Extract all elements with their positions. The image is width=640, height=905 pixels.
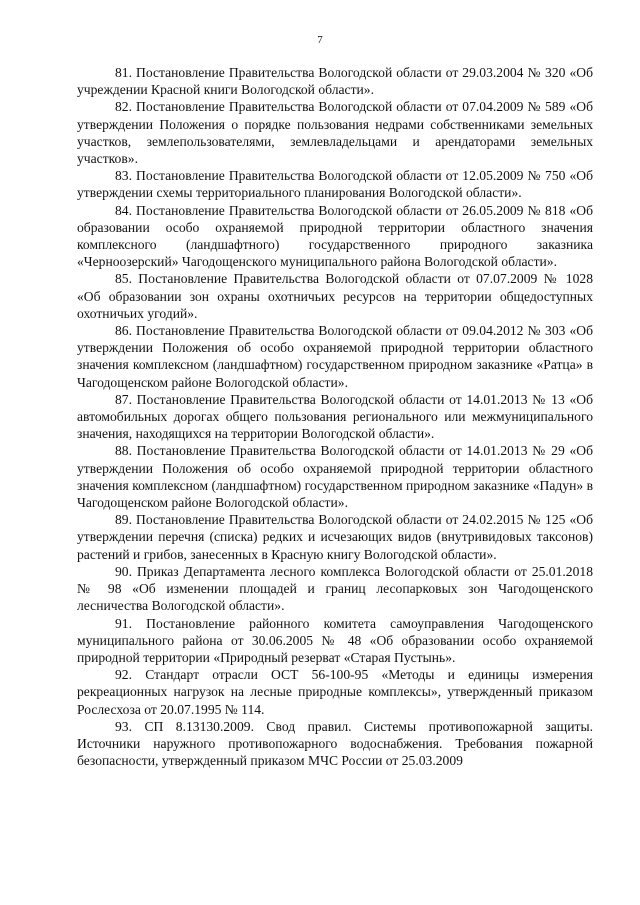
- reference-item-83: 83. Постановление Правительства Вологодской области от 12.05.2009 № 750 «Об утверждении схемы территориального планирования Вологодской области».: [77, 168, 593, 201]
- reference-item-84: 84. Постановление Правительства Вологодской области от 26.05.2009 № 818 «Об образовании особо охраняемой природной территории областного значения комплексного (ландшафтного) государственного природного заказника «Черноозерский» Чагодощенского муниципального района Вологодской области».: [77, 202, 593, 270]
- reference-item-81: 81. Постановление Правительства Вологодской области от 29.03.2004 № 320 «Об учреждении Красной книги Вологодской области».: [77, 65, 593, 98]
- reference-item-85: 85. Постановление Правительства Вологодской области от 07.07.2009 № 1028 «Об образовании зон охраны охотничьих ресурсов на территории общедоступных охотничьих угодий».: [77, 271, 593, 321]
- reference-item-89: 89. Постановление Правительства Вологодской области от 24.02.2015 № 125 «Об утверждении перечня (списка) редких и исчезающих видов (внутривидовых таксонов) растений и грибов, занесенных в Красную книгу Вологодской области».: [77, 512, 593, 562]
- page-number: 7: [317, 34, 323, 46]
- reference-item-90: 90. Приказ Департамента лесного комплекса Вологодской области от 25.01.2018 № 98 «Об изменении площадей и границ лесопарковых зон Чагодощенского лесничества Вологодской области».: [77, 563, 593, 614]
- reference-item-86: 86. Постановление Правительства Вологодской области от 09.04.2012 № 303 «Об утверждении Положения об особо охраняемой природной территории областного значения комплексном (ландшафтном) государственном природном заказнике «Ратца» в Чагодощенском районе Вологодской области».: [77, 323, 593, 390]
- reference-item-92: 92. Стандарт отрасли ОСТ 56-100-95 «Методы и единицы измерения рекреационных нагрузок на лесные природные комплексы», утвержденный приказом Рослесхоза от 20.07.1995 № 114.: [77, 667, 593, 717]
- reference-item-93: 93. СП 8.13130.2009. Свод правил. Системы противопожарной защиты. Источники наружного противопожарного водоснабжения. Требования пожарной безопасности, утвержденный приказом МЧС России от 25.03.2009: [77, 718, 593, 769]
- reference-item-88: 88. Постановление Правительства Вологодской области от 14.01.2013 № 29 «Об утверждении Положения об особо охраняемой природной территории областного значения комплексном (ландшафтном) государственном природном заказнике «Падун» в Чагодощенском районе Вологодской области».: [77, 443, 593, 511]
- reference-item-91: 91. Постановление районного комитета самоуправления Чагодощенского муниципального района от 30.06.2005 № 48 «Об образовании особо охраняемой природной территории «Природный резерват «Старая Пустынь».: [77, 615, 593, 665]
- reference-item-87: 87. Постановление Правительства Вологодской области от 14.01.2013 № 13 «Об автомобильных дорогах общего пользования регионального или межмуниципального значения, находящихся на территории Вологодской области».: [77, 391, 593, 442]
- reference-list: [77, 64, 593, 769]
- reference-item-82: 82. Постановление Правительства Вологодской области от 07.04.2009 № 589 «Об утверждении Положения о порядке пользования недрами собственниками земельных участков, землепользователями, землевладельцами и арендаторами земельных участков».: [77, 99, 593, 167]
